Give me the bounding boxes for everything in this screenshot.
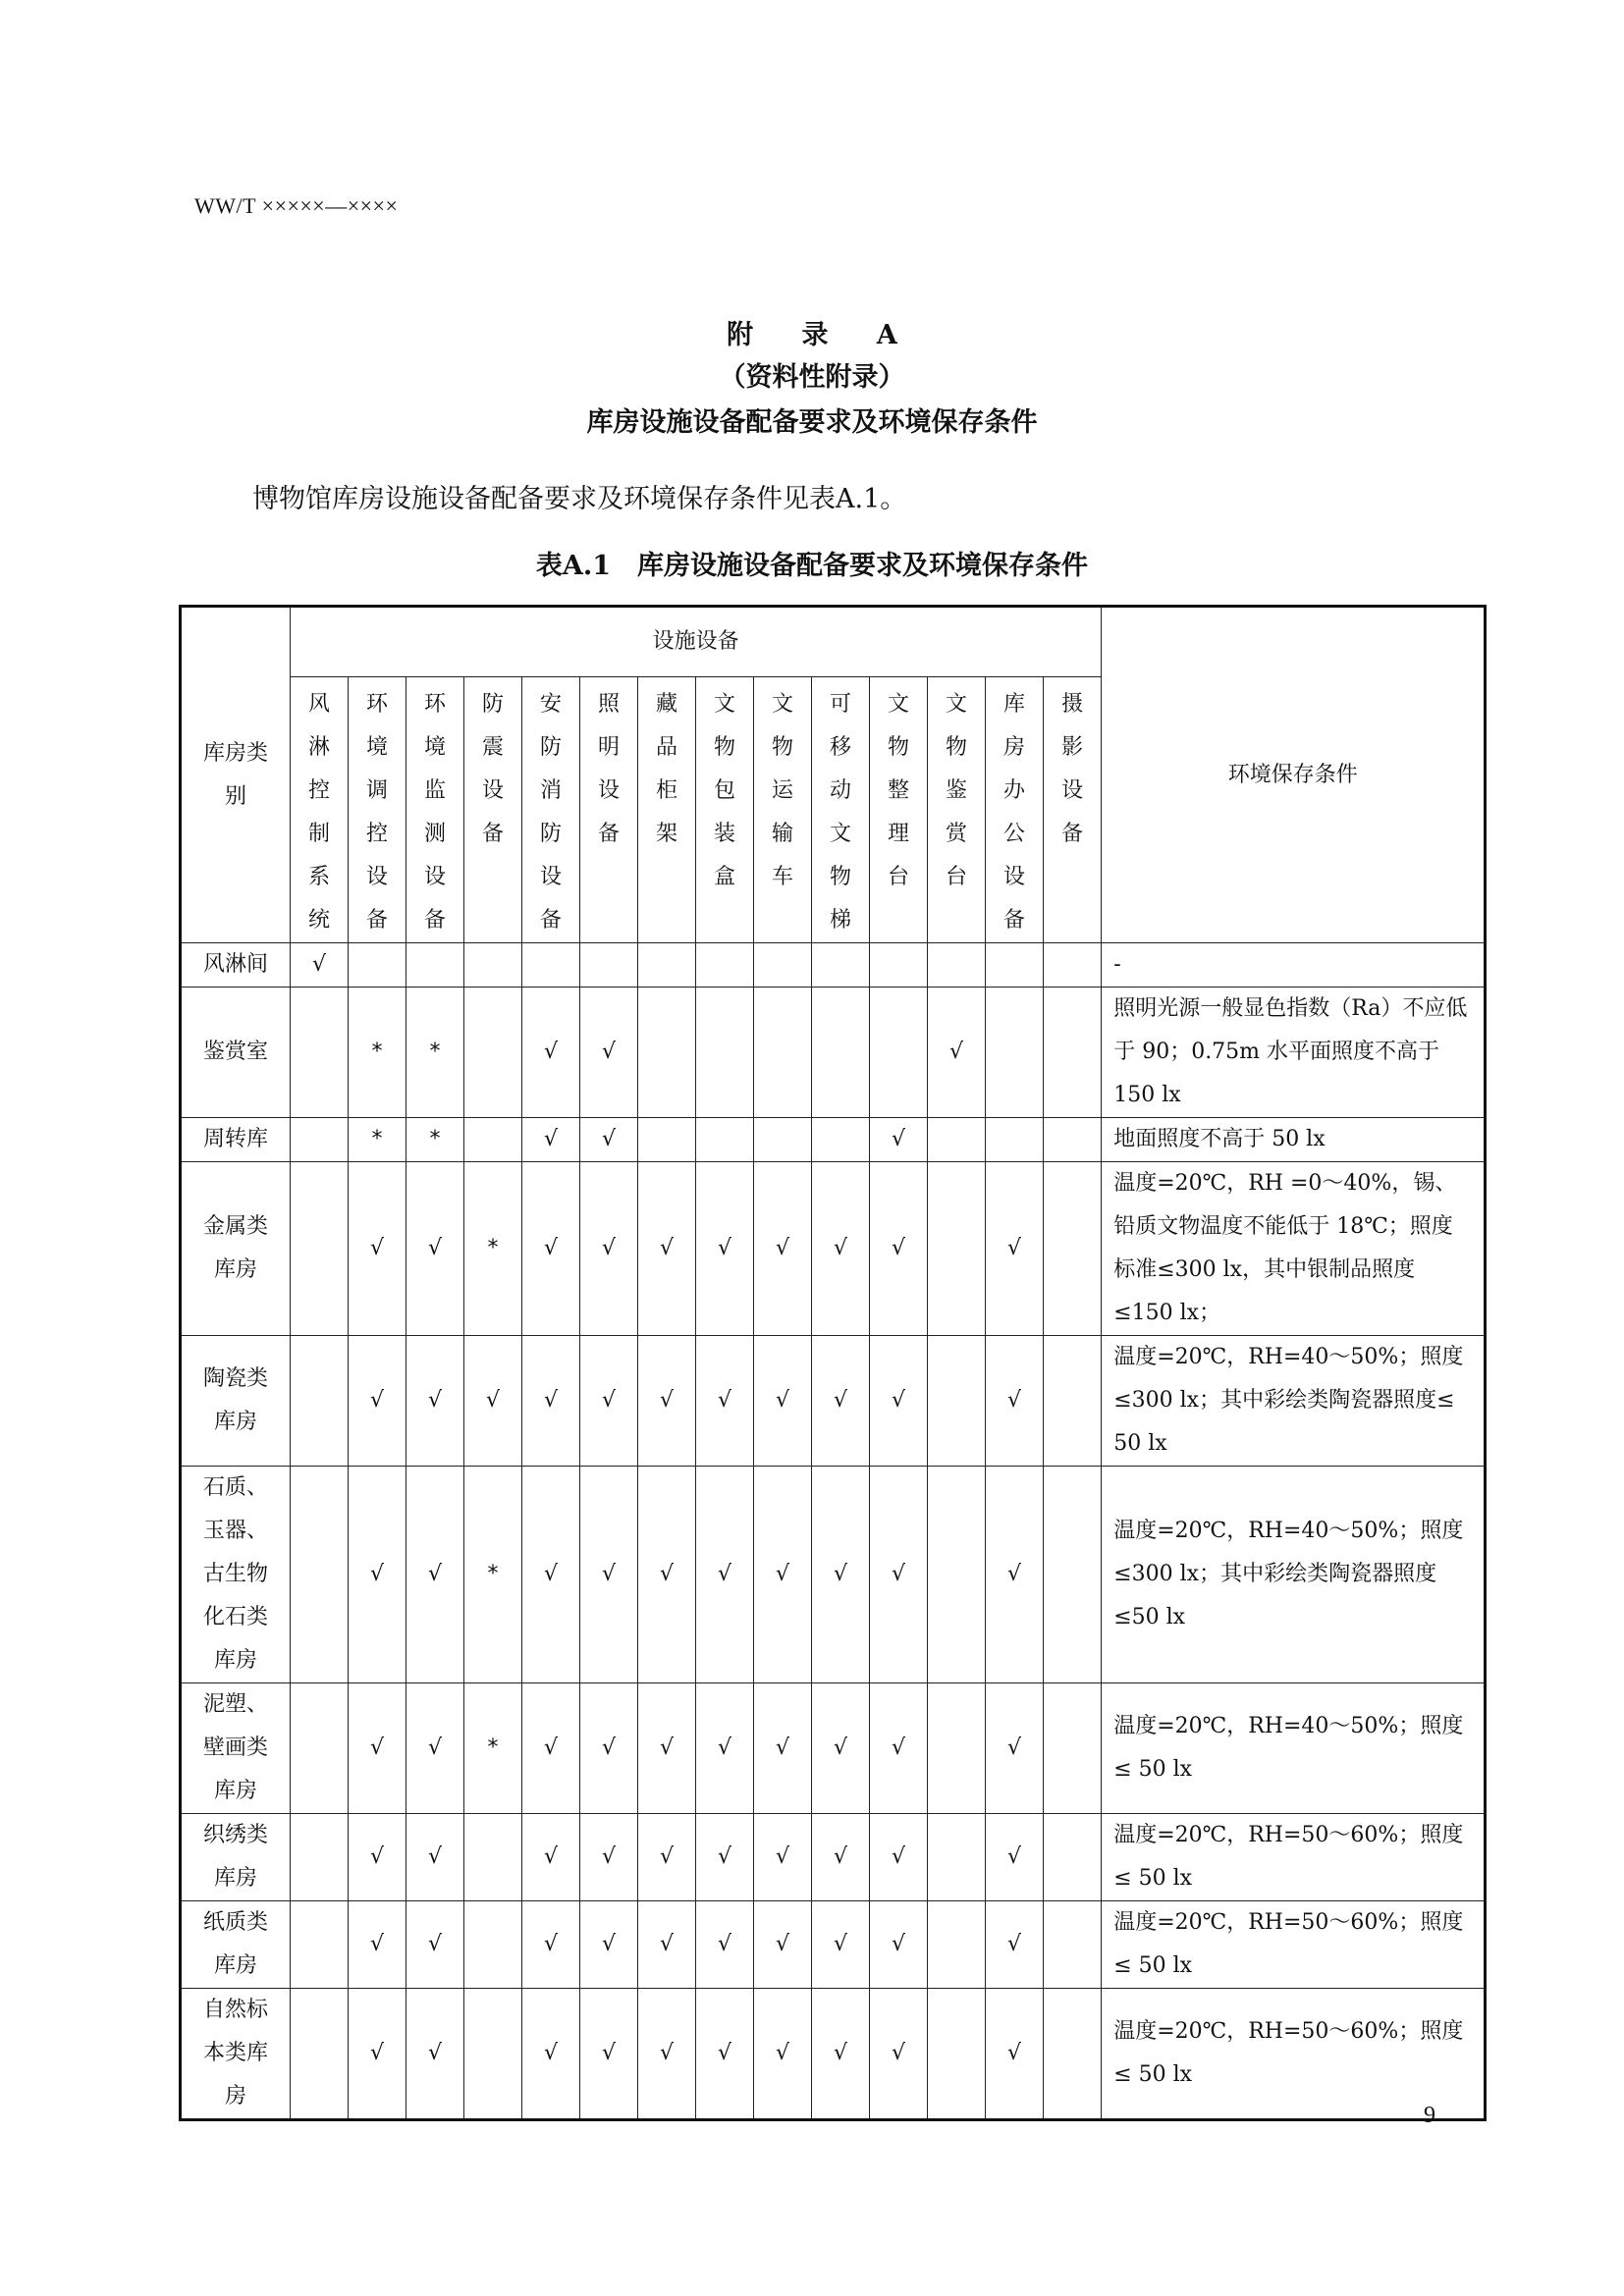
mark-cell bbox=[986, 1118, 1044, 1162]
mark-cell bbox=[1044, 1901, 1102, 1989]
row-env-conditions: 温度=20℃，RH=40～50%；照度≤300 lx；其中彩绘类陶瓷器照度≤50 lx bbox=[1102, 1467, 1486, 1683]
mark-cell bbox=[291, 1814, 349, 1901]
header-equipment-11 bbox=[928, 677, 986, 943]
mark-cell bbox=[928, 1118, 986, 1162]
mark-cell: √ bbox=[638, 1814, 696, 1901]
equipment-label: 藏 品 柜 架 bbox=[655, 692, 677, 846]
mark-cell bbox=[754, 988, 812, 1118]
appendix-type: （资料性附录） bbox=[719, 362, 905, 393]
mark-cell bbox=[928, 1162, 986, 1336]
table-row bbox=[181, 1989, 1486, 2120]
table-row bbox=[181, 1162, 1486, 1336]
table-row bbox=[181, 1467, 1486, 1683]
mark-cell: * bbox=[406, 988, 464, 1118]
mark-cell: √ bbox=[522, 1814, 580, 1901]
equipment-label: 防 震 设 备 bbox=[481, 692, 504, 846]
mark-cell: √ bbox=[406, 1683, 464, 1814]
mark-cell: √ bbox=[406, 1467, 464, 1683]
mark-cell bbox=[754, 1118, 812, 1162]
mark-cell bbox=[522, 943, 580, 988]
mark-cell: √ bbox=[580, 1118, 638, 1162]
mark-cell: √ bbox=[986, 1989, 1044, 2120]
mark-cell bbox=[1044, 943, 1102, 988]
mark-cell: √ bbox=[406, 1162, 464, 1336]
mark-cell bbox=[928, 1336, 986, 1467]
row-room-name: 织绣类库房 bbox=[181, 1814, 291, 1901]
mark-cell bbox=[291, 1989, 349, 2120]
mark-cell: √ bbox=[870, 1683, 928, 1814]
mark-cell: √ bbox=[696, 1683, 754, 1814]
mark-cell: √ bbox=[406, 1814, 464, 1901]
mark-cell bbox=[464, 943, 522, 988]
header-equipment-6 bbox=[638, 677, 696, 943]
mark-cell: √ bbox=[522, 1989, 580, 2120]
mark-cell: √ bbox=[986, 1467, 1044, 1683]
mark-cell bbox=[291, 1162, 349, 1336]
mark-cell: * bbox=[464, 1467, 522, 1683]
equipment-label: 文 物 整 理 台 bbox=[887, 692, 909, 889]
mark-cell: √ bbox=[349, 1901, 406, 1989]
row-env-conditions: - bbox=[1102, 943, 1486, 988]
mark-cell bbox=[349, 943, 406, 988]
mark-cell: √ bbox=[580, 1162, 638, 1336]
mark-cell bbox=[464, 1989, 522, 2120]
equipment-label: 环 境 监 测 设 备 bbox=[423, 692, 446, 933]
row-env-conditions: 地面照度不高于 50 lx bbox=[1102, 1118, 1486, 1162]
row-room-name: 泥塑、壁画类库房 bbox=[181, 1683, 291, 1814]
mark-cell bbox=[638, 988, 696, 1118]
appendix-subject: 库房设施设备配备要求及环境保存条件 bbox=[586, 407, 1038, 438]
table-caption: 表A.1 库房设施设备配备要求及环境保存条件 bbox=[535, 551, 1089, 581]
row-env-conditions: 温度=20℃，RH=50～60%；照度≤ 50 lx bbox=[1102, 1901, 1486, 1989]
mark-cell: √ bbox=[986, 1336, 1044, 1467]
header-equipment-8 bbox=[754, 677, 812, 943]
mark-cell: √ bbox=[522, 1901, 580, 1989]
mark-cell: √ bbox=[812, 1162, 870, 1336]
mark-cell bbox=[754, 943, 812, 988]
mark-cell: √ bbox=[580, 1901, 638, 1989]
mark-cell: √ bbox=[638, 1467, 696, 1683]
equipment-label: 可 移 动 文 物 梯 bbox=[829, 692, 851, 933]
mark-cell: √ bbox=[522, 1683, 580, 1814]
header-equipment-0 bbox=[291, 677, 349, 943]
table-row bbox=[181, 1336, 1486, 1467]
mark-cell bbox=[580, 943, 638, 988]
mark-cell: √ bbox=[870, 1989, 928, 2120]
mark-cell bbox=[928, 1901, 986, 1989]
header-equipment-10 bbox=[870, 677, 928, 943]
mark-cell: √ bbox=[522, 1336, 580, 1467]
mark-cell: √ bbox=[638, 1162, 696, 1336]
mark-cell bbox=[928, 943, 986, 988]
row-room-name: 鉴赏室 bbox=[181, 988, 291, 1118]
table-row bbox=[181, 1683, 1486, 1814]
mark-cell bbox=[1044, 988, 1102, 1118]
mark-cell: √ bbox=[406, 1336, 464, 1467]
row-env-conditions: 温度=20℃，RH=40～50%；照度≤ 50 lx bbox=[1102, 1683, 1486, 1814]
header-equipment-7 bbox=[696, 677, 754, 943]
mark-cell bbox=[1044, 1989, 1102, 2120]
header-equipment-4 bbox=[522, 677, 580, 943]
mark-cell: √ bbox=[812, 1336, 870, 1467]
mark-cell: √ bbox=[291, 943, 349, 988]
mark-cell: √ bbox=[638, 1901, 696, 1989]
row-room-name: 金属类库房 bbox=[181, 1162, 291, 1336]
mark-cell: √ bbox=[638, 1336, 696, 1467]
mark-cell: √ bbox=[754, 1901, 812, 1989]
mark-cell bbox=[928, 1683, 986, 1814]
row-room-name: 石质、玉器、古生物化石类库房 bbox=[181, 1467, 291, 1683]
mark-cell: √ bbox=[696, 1336, 754, 1467]
equipment-label: 库 房 办 公 设 备 bbox=[1002, 692, 1025, 933]
equipment-label: 安 防 消 防 设 备 bbox=[539, 692, 562, 933]
mark-cell: * bbox=[464, 1162, 522, 1336]
mark-cell bbox=[928, 1814, 986, 1901]
mark-cell: √ bbox=[812, 1814, 870, 1901]
mark-cell: √ bbox=[580, 1683, 638, 1814]
mark-cell bbox=[291, 1467, 349, 1683]
mark-cell: √ bbox=[349, 1683, 406, 1814]
mark-cell bbox=[406, 943, 464, 988]
mark-cell: √ bbox=[580, 1814, 638, 1901]
mark-cell: √ bbox=[754, 1467, 812, 1683]
standard-code: WW/T ×××××—×××× bbox=[194, 193, 399, 218]
mark-cell bbox=[1044, 1814, 1102, 1901]
mark-cell bbox=[1044, 1683, 1102, 1814]
row-room-name: 风淋间 bbox=[181, 943, 291, 988]
equipment-label: 文 物 运 输 车 bbox=[771, 692, 793, 889]
mark-cell bbox=[464, 1901, 522, 1989]
mark-cell bbox=[1044, 1118, 1102, 1162]
mark-cell: * bbox=[464, 1683, 522, 1814]
mark-cell bbox=[464, 1118, 522, 1162]
mark-cell: √ bbox=[754, 1162, 812, 1336]
mark-cell: √ bbox=[580, 1467, 638, 1683]
row-env-conditions: 温度=20℃，RH=50～60%；照度≤ 50 lx bbox=[1102, 1814, 1486, 1901]
mark-cell: √ bbox=[812, 1901, 870, 1989]
equipment-label: 文 物 鉴 赏 台 bbox=[945, 692, 967, 889]
table-row bbox=[181, 1118, 1486, 1162]
equipment-label: 摄 影 设 备 bbox=[1061, 692, 1084, 846]
mark-cell: √ bbox=[812, 1683, 870, 1814]
header-equipment-13 bbox=[1044, 677, 1102, 943]
mark-cell: √ bbox=[754, 1336, 812, 1467]
mark-cell: √ bbox=[349, 1467, 406, 1683]
mark-cell: √ bbox=[928, 988, 986, 1118]
mark-cell: √ bbox=[464, 1336, 522, 1467]
mark-cell bbox=[870, 988, 928, 1118]
mark-cell: √ bbox=[754, 1683, 812, 1814]
mark-cell bbox=[986, 943, 1044, 988]
mark-cell: √ bbox=[522, 1118, 580, 1162]
header-equipment-9 bbox=[812, 677, 870, 943]
mark-cell: √ bbox=[696, 1467, 754, 1683]
equipment-label: 风 淋 控 制 系 统 bbox=[307, 692, 330, 933]
row-room-name: 周转库 bbox=[181, 1118, 291, 1162]
mark-cell: √ bbox=[754, 1814, 812, 1901]
header-env-conditions: 环境保存条件 bbox=[1102, 607, 1486, 943]
mark-cell: √ bbox=[870, 1336, 928, 1467]
mark-cell bbox=[638, 943, 696, 988]
row-env-conditions: 温度=20℃，RH=40～50%；照度≤300 lx；其中彩绘类陶瓷器照度≤ 50 lx bbox=[1102, 1336, 1486, 1467]
mark-cell: √ bbox=[406, 1989, 464, 2120]
mark-cell: √ bbox=[580, 1989, 638, 2120]
header-equipment-5 bbox=[580, 677, 638, 943]
mark-cell bbox=[464, 988, 522, 1118]
mark-cell: √ bbox=[986, 1162, 1044, 1336]
mark-cell bbox=[812, 943, 870, 988]
mark-cell bbox=[696, 943, 754, 988]
mark-cell: * bbox=[349, 1118, 406, 1162]
mark-cell: √ bbox=[522, 1467, 580, 1683]
mark-cell: * bbox=[349, 988, 406, 1118]
page-number: 9 bbox=[1424, 2103, 1435, 2128]
mark-cell bbox=[1044, 1467, 1102, 1683]
mark-cell bbox=[1044, 1162, 1102, 1336]
mark-cell: √ bbox=[870, 1118, 928, 1162]
equipment-label: 环 境 调 控 设 备 bbox=[365, 692, 388, 933]
row-room-name: 自然标本类库房 bbox=[181, 1989, 291, 2120]
mark-cell bbox=[1044, 1336, 1102, 1467]
mark-cell: √ bbox=[580, 1336, 638, 1467]
mark-cell: √ bbox=[870, 1467, 928, 1683]
mark-cell bbox=[291, 1901, 349, 1989]
equipment-label: 照 明 设 备 bbox=[597, 692, 620, 846]
mark-cell bbox=[870, 943, 928, 988]
mark-cell bbox=[696, 1118, 754, 1162]
mark-cell: √ bbox=[406, 1901, 464, 1989]
mark-cell: √ bbox=[638, 1683, 696, 1814]
header-equipment-2 bbox=[406, 677, 464, 943]
mark-cell: √ bbox=[349, 1814, 406, 1901]
mark-cell bbox=[812, 1118, 870, 1162]
row-room-name: 纸质类库房 bbox=[181, 1901, 291, 1989]
mark-cell bbox=[291, 1683, 349, 1814]
header-equipment-1 bbox=[349, 677, 406, 943]
mark-cell bbox=[812, 988, 870, 1118]
table-row bbox=[181, 988, 1486, 1118]
mark-cell: √ bbox=[986, 1683, 1044, 1814]
equipment-table bbox=[179, 605, 1487, 2121]
mark-cell: √ bbox=[870, 1814, 928, 1901]
mark-cell bbox=[928, 1989, 986, 2120]
row-env-conditions: 温度=20℃，RH=50～60%；照度≤ 50 lx bbox=[1102, 1989, 1486, 2120]
row-env-conditions: 照明光源一般显色指数（Ra）不应低于 90；0.75m 水平面照度不高于 150 lx bbox=[1102, 988, 1486, 1118]
table-row bbox=[181, 1901, 1486, 1989]
mark-cell bbox=[291, 1336, 349, 1467]
mark-cell: √ bbox=[986, 1814, 1044, 1901]
mark-cell: √ bbox=[638, 1989, 696, 2120]
row-env-conditions: 温度=20℃，RH =0～40%，锡、铅质文物温度不能低于 18℃；照度标准≤300 lx，其中银制品照度≤150 lx； bbox=[1102, 1162, 1486, 1336]
mark-cell bbox=[464, 1814, 522, 1901]
row-room-name: 陶瓷类库房 bbox=[181, 1336, 291, 1467]
mark-cell bbox=[291, 1118, 349, 1162]
mark-cell: √ bbox=[870, 1162, 928, 1336]
mark-cell: √ bbox=[696, 1901, 754, 1989]
mark-cell: √ bbox=[696, 1989, 754, 2120]
mark-cell: √ bbox=[522, 1162, 580, 1336]
mark-cell: √ bbox=[349, 1989, 406, 2120]
mark-cell bbox=[928, 1467, 986, 1683]
mark-cell bbox=[986, 988, 1044, 1118]
mark-cell bbox=[291, 988, 349, 1118]
mark-cell: √ bbox=[349, 1162, 406, 1336]
header-equipment-group: 设施设备 bbox=[291, 607, 1102, 677]
header-equipment-12 bbox=[986, 677, 1044, 943]
table-row bbox=[181, 943, 1486, 988]
mark-cell: √ bbox=[522, 988, 580, 1118]
mark-cell bbox=[638, 1118, 696, 1162]
mark-cell: √ bbox=[870, 1901, 928, 1989]
mark-cell: √ bbox=[580, 988, 638, 1118]
mark-cell: √ bbox=[812, 1467, 870, 1683]
appendix-heading bbox=[0, 316, 1624, 446]
table-row bbox=[181, 1814, 1486, 1901]
mark-cell: √ bbox=[349, 1336, 406, 1467]
intro-paragraph: 博物馆库房设施设备配备要求及环境保存条件见表A.1。 bbox=[252, 484, 907, 514]
mark-cell: √ bbox=[696, 1162, 754, 1336]
mark-cell: √ bbox=[986, 1901, 1044, 1989]
mark-cell bbox=[696, 988, 754, 1118]
mark-cell: √ bbox=[812, 1989, 870, 2120]
mark-cell: * bbox=[406, 1118, 464, 1162]
header-room-category: 库房类别 bbox=[181, 607, 291, 943]
header-equipment-3 bbox=[464, 677, 522, 943]
appendix-title: 附 录 A bbox=[727, 320, 917, 350]
equipment-label: 文 物 包 装 盒 bbox=[713, 692, 735, 889]
mark-cell: √ bbox=[696, 1814, 754, 1901]
mark-cell: √ bbox=[754, 1989, 812, 2120]
